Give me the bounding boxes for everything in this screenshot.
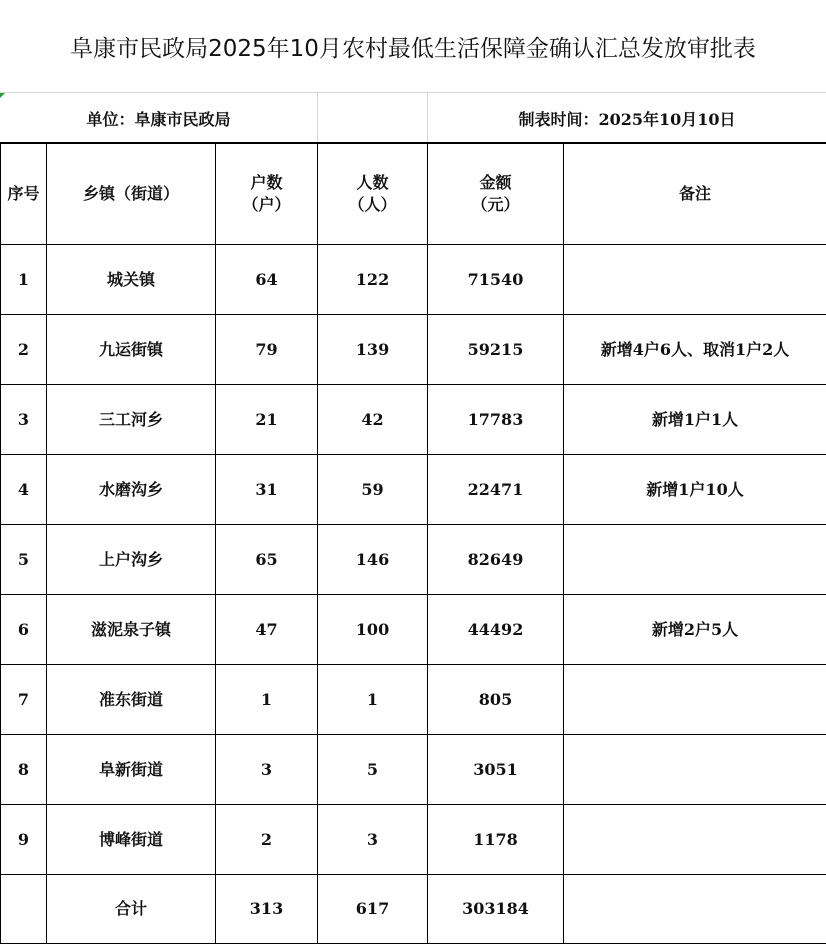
table-row xyxy=(1,665,826,735)
cell-households: 2 xyxy=(216,805,318,875)
cell-people: 139 xyxy=(318,315,428,385)
cell-seq xyxy=(1,875,47,944)
cell-households: 64 xyxy=(216,245,318,315)
cell-seq: 5 xyxy=(1,525,47,595)
divider xyxy=(317,93,318,143)
header-amount-unit: （元） xyxy=(471,194,520,214)
cell-amount: 22471 xyxy=(428,455,564,525)
cell-amount: 805 xyxy=(428,665,564,735)
cell-people: 42 xyxy=(318,385,428,455)
cell-remark: 新增4户6人、取消1户2人 xyxy=(564,315,826,385)
header-amount-label: 金额 xyxy=(479,172,512,192)
header-town: 乡镇（街道） xyxy=(47,143,216,245)
cell-town: 博峰街道 xyxy=(47,805,216,875)
cell-town: 三工河乡 xyxy=(47,385,216,455)
cell-seq: 8 xyxy=(1,735,47,805)
cell-remark: 新增1户1人 xyxy=(564,385,826,455)
total-label: 合计 xyxy=(47,875,216,944)
cell-remark: 新增1户10人 xyxy=(564,455,826,525)
table-row xyxy=(1,315,826,385)
header-people-label: 人数 xyxy=(356,172,389,192)
cell-town: 滋泥泉子镇 xyxy=(47,595,216,665)
cell-households: 21 xyxy=(216,385,318,455)
table-row xyxy=(1,245,826,315)
header-households-unit: （户） xyxy=(242,194,291,214)
cell-households: 3 xyxy=(216,735,318,805)
total-households: 313 xyxy=(216,875,318,944)
cell-people: 122 xyxy=(318,245,428,315)
total-row xyxy=(1,875,826,944)
cell-households: 65 xyxy=(216,525,318,595)
cell-amount: 44492 xyxy=(428,595,564,665)
cell-amount: 1178 xyxy=(428,805,564,875)
cell-remark xyxy=(564,525,826,595)
table-row xyxy=(1,595,826,665)
table-row xyxy=(1,735,826,805)
cell-town: 九运街镇 xyxy=(47,315,216,385)
cell-households: 31 xyxy=(216,455,318,525)
cell-remark xyxy=(564,245,826,315)
cell-seq: 1 xyxy=(1,245,47,315)
cell-town: 城关镇 xyxy=(47,245,216,315)
meta-row xyxy=(0,92,826,144)
cell-amount: 82649 xyxy=(428,525,564,595)
cell-people: 59 xyxy=(318,455,428,525)
cell-seq: 4 xyxy=(1,455,47,525)
cell-households: 79 xyxy=(216,315,318,385)
table-row xyxy=(1,455,826,525)
header-people-unit: （人） xyxy=(348,194,397,214)
cell-households: 1 xyxy=(216,665,318,735)
cell-town: 水磨沟乡 xyxy=(47,455,216,525)
cell-remark: 新增2户5人 xyxy=(564,595,826,665)
page-title: 阜康市民政局2025年10月农村最低生活保障金确认汇总发放审批表 xyxy=(70,35,756,62)
summary-table xyxy=(0,142,826,944)
unit-label: 单位：阜康市民政局 xyxy=(86,109,231,129)
cell-people: 3 xyxy=(318,805,428,875)
cell-amount: 3051 xyxy=(428,735,564,805)
header-remark: 备注 xyxy=(564,143,826,245)
date-label: 制表时间：2025年10月10日 xyxy=(518,109,736,129)
cell-amount: 59215 xyxy=(428,315,564,385)
total-people: 617 xyxy=(318,875,428,944)
total-remark xyxy=(564,875,826,944)
cell-people: 5 xyxy=(318,735,428,805)
cell-people: 146 xyxy=(318,525,428,595)
cell-households: 47 xyxy=(216,595,318,665)
cell-people: 100 xyxy=(318,595,428,665)
cell-seq: 9 xyxy=(1,805,47,875)
header-row xyxy=(1,143,826,245)
table-row xyxy=(1,805,826,875)
table-row xyxy=(1,525,826,595)
cell-town: 阜新街道 xyxy=(47,735,216,805)
header-people xyxy=(318,143,428,245)
cell-seq: 7 xyxy=(1,665,47,735)
cell-amount: 17783 xyxy=(428,385,564,455)
cell-people: 1 xyxy=(318,665,428,735)
cell-remark xyxy=(564,805,826,875)
cell-town: 准东街道 xyxy=(47,665,216,735)
cell-amount: 71540 xyxy=(428,245,564,315)
header-amount xyxy=(428,143,564,245)
header-seq: 序号 xyxy=(1,143,47,245)
header-households-label: 户数 xyxy=(250,172,283,192)
total-amount: 303184 xyxy=(428,875,564,944)
cell-seq: 6 xyxy=(1,595,47,665)
cell-remark xyxy=(564,665,826,735)
table-row xyxy=(1,385,826,455)
cell-town: 上户沟乡 xyxy=(47,525,216,595)
cell-remark xyxy=(564,735,826,805)
cell-seq: 2 xyxy=(1,315,47,385)
header-households xyxy=(216,143,318,245)
cell-seq: 3 xyxy=(1,385,47,455)
